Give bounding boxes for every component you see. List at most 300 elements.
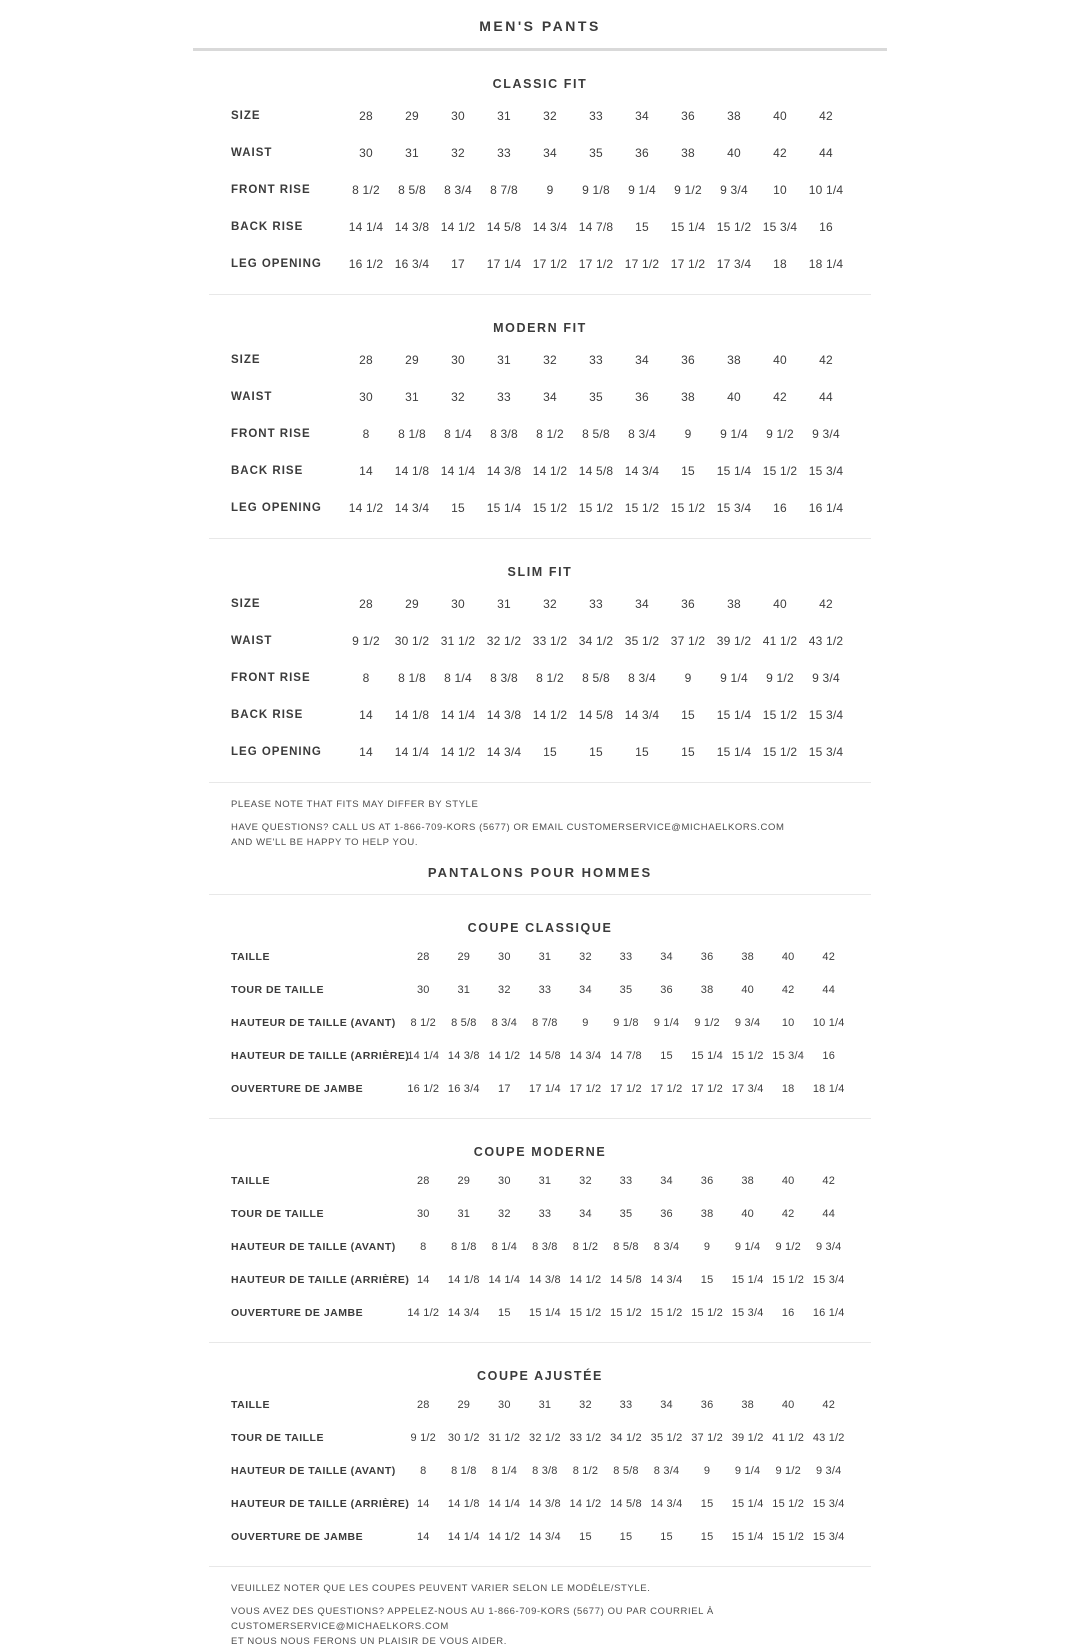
section-divider [209,1566,871,1567]
measurement-value: 39 1/2 [731,1432,764,1445]
section-classic-fit [193,51,887,295]
measurement-value: 37 1/2 [691,1432,723,1445]
measurement-value: 8 [420,1465,427,1478]
row-label: TAILLE [231,1399,270,1412]
measurement-value: 14 3/4 [447,1307,480,1320]
measurement-value: 15 1/2 [731,1050,764,1063]
measurement-value: 34 [579,1208,592,1221]
measurement-value: 8 1/4 [444,426,472,441]
measurement-value: 9 3/4 [815,1465,842,1478]
table-row [231,1521,849,1554]
measurement-value: 40 [781,1175,795,1188]
measurement-value: 14 1/8 [447,1498,480,1511]
measurement-value: 40 [741,984,754,997]
measurement-value: 42 [819,352,833,367]
measurement-value: 9 1/4 [734,1465,761,1478]
measurement-value: 15 1/2 [532,500,568,515]
table-row [231,134,849,171]
fit-disclaimer: PLEASE NOTE THAT FITS MAY DIFFER BY STYLE [231,799,479,810]
measurement-value: 8 5/8 [582,426,610,441]
measurement-value: 28 [416,951,430,964]
contact-note-line-2: AND WE'LL BE HAPPY TO HELP YOU. [231,837,419,849]
measurement-value: 9 [684,426,692,441]
measurement-value: 29 [405,352,419,367]
section-title: SLIM FIT [507,565,573,579]
measurement-value: 15 1/2 [578,500,614,515]
measurement-value: 34 [579,984,592,997]
table-row [231,941,849,974]
measurement-value: 40 [727,145,741,160]
row-label: BACK RISE [231,708,304,721]
measurement-value: 15 1/4 [716,463,752,478]
measurement-value: 15 [579,1531,592,1544]
measurement-value: 15 1/4 [670,219,706,234]
measurement-value: 14 1/2 [488,1050,521,1063]
measurement-value: 9 1/2 [775,1465,801,1478]
measurement-value: 40 [773,352,787,367]
row-label: TOUR DE TAILLE [231,984,324,997]
measurement-value: 34 1/2 [610,1432,642,1445]
row-label: BACK RISE [231,464,304,477]
measurement-value: 15 1/2 [670,500,706,515]
measurement-value: 8 1/2 [352,182,380,197]
measurement-value: 42 [781,984,795,997]
row-label: HAUTEUR DE TAILLE (ARRIÈRE) [231,1050,410,1063]
measurement-value: 9 1/8 [613,1017,639,1030]
measurement-value: 8 5/8 [613,1241,639,1254]
measurement-value: 31 [405,145,419,160]
measurement-value: 28 [416,1175,430,1188]
measurement-value: 15 1/4 [529,1307,561,1320]
measurement-value: 15 [619,1531,633,1544]
measurement-value: 9 1/2 [674,182,702,197]
measurement-value: 17 1/2 [569,1083,602,1096]
measurement-value: 15 1/2 [762,707,798,722]
measurement-value: 17 [451,256,465,271]
measurement-value: 14 3/4 [394,500,430,515]
measurement-value: 14 1/4 [488,1498,521,1511]
measurement-value: 34 [543,145,557,160]
row-label: HAUTEUR DE TAILLE (AVANT) [231,1241,396,1254]
table-row [231,622,849,659]
modern-fit-table [231,341,849,526]
measurement-value: 15 3/4 [812,1531,845,1544]
table-row [231,171,849,208]
measurement-value: 8 5/8 [613,1465,639,1478]
measurement-value: 38 [681,145,695,160]
measurement-value: 29 [405,596,419,611]
measurement-value: 14 5/8 [486,219,522,234]
table-row [231,1488,849,1521]
measurement-value: 17 3/4 [731,1083,764,1096]
measurement-value: 18 [773,256,787,271]
fit-disclaimer-fr: VEUILLEZ NOTER QUE LES COUPES PEUVENT VARIER SELON LE MODÈLE/STYLE. [231,1582,651,1594]
table-row [231,1422,849,1455]
measurement-value: 8 3/4 [653,1241,680,1254]
measurement-value: 35 [589,389,603,404]
measurement-value: 35 [589,145,603,160]
measurement-value: 16 3/4 [447,1083,480,1096]
measurement-value: 8 7/8 [532,1017,558,1030]
measurement-value: 40 [781,951,795,964]
measurement-value: 8 5/8 [582,670,610,685]
row-label: SIZE [231,353,261,366]
measurement-value: 8 5/8 [398,182,426,197]
measurement-value: 36 [635,145,649,160]
measurement-value: 42 [781,1208,795,1221]
measurement-value: 31 [405,389,419,404]
row-label: HAUTEUR DE TAILLE (ARRIÈRE) [231,1498,410,1511]
measurement-value: 40 [773,596,787,611]
measurement-value: 15 1/2 [610,1307,642,1320]
measurement-value: 8 3/4 [628,670,656,685]
measurement-value: 42 [822,951,836,964]
table-row [231,97,849,134]
measurement-value: 33 1/2 [569,1432,602,1445]
measurement-value: 14 7/8 [610,1050,642,1063]
measurement-value: 42 [819,108,833,123]
measurement-value: 34 1/2 [578,633,614,648]
measurement-value: 9 1/2 [766,426,794,441]
measurement-value: 15 1/4 [731,1274,764,1287]
measurement-value: 14 1/4 [488,1274,521,1287]
measurement-value: 43 1/2 [808,633,844,648]
measurement-value: 9 1/2 [410,1432,436,1445]
measurement-value: 16 [781,1307,795,1320]
measurement-value: 29 [405,108,419,123]
measurement-value: 31 [538,1175,552,1188]
measurement-value: 31 1/2 [440,633,476,648]
table-row [231,1198,849,1231]
measurement-value: 8 1/4 [491,1465,518,1478]
measurement-value: 8 3/8 [490,426,518,441]
table-row [231,974,849,1007]
measurement-value: 14 1/2 [569,1498,602,1511]
table-row [231,1231,849,1264]
measurement-value: 31 [497,352,511,367]
measurement-value: 14 1/4 [394,744,430,759]
measurement-value: 9 1/4 [720,670,748,685]
measurement-value: 14 3/4 [486,744,522,759]
measurement-value: 15 1/2 [569,1307,602,1320]
measurement-value: 31 [457,1208,471,1221]
measurement-value: 9 [703,1465,711,1478]
measurement-value: 36 [700,951,714,964]
measurement-value: 15 1/2 [772,1531,805,1544]
measurement-value: 14 1/4 [440,463,476,478]
measurement-value: 14 5/8 [610,1274,642,1287]
measurement-value: 14 1/8 [394,463,430,478]
measurement-value: 14 3/4 [529,1531,561,1544]
row-label: WAIST [231,390,273,403]
measurement-value: 9 [546,182,554,197]
measurement-value: 40 [741,1208,754,1221]
measurement-value: 18 [781,1083,795,1096]
measurement-value: 10 1/4 [812,1017,845,1030]
row-label: TOUR DE TAILLE [231,1208,324,1221]
measurement-value: 32 [579,1399,592,1412]
measurement-value: 14 [359,707,373,722]
measurement-value: 30 [498,1399,511,1412]
section-title: COUPE CLASSIQUE [467,920,613,935]
coupe-classique-table [231,941,849,1106]
row-label: TAILLE [231,1175,270,1188]
measurement-value: 32 [451,145,465,160]
measurement-value: 8 1/8 [398,426,426,441]
measurement-value: 36 [681,352,695,367]
table-row [231,1165,849,1198]
section-divider [209,782,871,783]
measurement-value: 44 [819,145,833,160]
measurement-value: 32 [543,108,557,123]
measurement-value: 8 1/8 [398,670,426,685]
measurement-value: 34 [635,108,649,123]
table-row [231,585,849,622]
table-row [231,1455,849,1488]
measurement-value: 28 [359,352,373,367]
measurement-value: 33 [589,352,603,367]
measurement-value: 15 1/2 [624,500,660,515]
measurement-value: 14 5/8 [610,1498,642,1511]
measurement-value: 36 [660,1208,673,1221]
measurement-value: 30 [451,108,465,123]
measurement-value: 8 7/8 [490,182,518,197]
measurement-value: 14 [359,744,373,759]
measurement-value: 9 3/4 [812,426,840,441]
measurement-value: 34 [635,352,649,367]
measurement-value: 9 3/4 [720,182,748,197]
row-label: OUVERTURE DE JAMBE [231,1307,364,1320]
measurement-value: 10 1/4 [808,182,844,197]
measurement-value: 15 1/2 [691,1307,723,1320]
measurement-value: 33 [538,984,552,997]
measurement-value: 40 [773,108,787,123]
measurement-value: 42 [822,1399,836,1412]
slim-fit-table [231,585,849,770]
measurement-value: 38 [741,951,754,964]
measurement-value: 32 [543,352,557,367]
measurement-value: 15 [498,1307,511,1320]
measurement-value: 14 1/2 [532,463,568,478]
measurement-value: 33 [619,1175,633,1188]
measurement-value: 39 1/2 [716,633,752,648]
row-label: WAIST [231,634,273,647]
measurement-value: 30 [416,1208,430,1221]
measurement-value: 14 [416,1531,430,1544]
measurement-value: 16 1/2 [348,256,384,271]
measurement-value: 9 3/4 [734,1017,761,1030]
measurement-value: 15 3/4 [772,1050,805,1063]
measurement-value: 14 1/2 [348,500,384,515]
measurement-value: 9 1/2 [694,1017,720,1030]
measurement-value: 29 [457,951,471,964]
measurement-value: 15 1/2 [650,1307,683,1320]
measurement-value: 36 [700,1175,714,1188]
measurement-value: 8 1/8 [451,1241,477,1254]
measurement-value: 35 1/2 [650,1432,683,1445]
table-row [231,1040,849,1073]
measurement-value: 14 3/4 [569,1050,602,1063]
measurement-value: 44 [819,389,833,404]
measurement-value: 14 3/4 [650,1274,683,1287]
measurement-value: 8 [362,426,370,441]
measurement-value: 17 1/2 [670,256,706,271]
measurement-value: 15 1/2 [772,1274,805,1287]
table-row [231,659,849,696]
section-slim-fit [193,539,887,783]
measurement-value: 15 1/4 [716,707,752,722]
measurement-value: 36 [635,389,649,404]
measurement-value: 30 [359,389,373,404]
table-row [231,415,849,452]
row-label: HAUTEUR DE TAILLE (AVANT) [231,1465,396,1478]
row-label: TOUR DE TAILLE [231,1432,324,1445]
row-label: BACK RISE [231,220,304,233]
measurement-value: 30 [359,145,373,160]
measurement-value: 15 [660,1050,673,1063]
measurement-value: 33 [538,1208,552,1221]
measurement-value: 16 1/4 [812,1307,845,1320]
section-title: COUPE AJUSTÉE [477,1368,603,1383]
measurement-value: 34 [660,1175,673,1188]
measurement-value: 17 1/4 [486,256,522,271]
measurement-value: 9 1/8 [582,182,610,197]
measurement-value: 14 1/2 [488,1531,521,1544]
measurement-value: 15 [681,463,695,478]
measurement-value: 15 3/4 [808,707,844,722]
measurement-value: 30 [451,596,465,611]
measurement-value: 15 [681,744,695,759]
row-label: LEG OPENING [231,257,322,270]
measurement-value: 30 [498,951,511,964]
measurement-value: 8 1/2 [572,1241,599,1254]
measurement-value: 15 1/2 [762,463,798,478]
measurement-value: 42 [773,145,787,160]
row-label: HAUTEUR DE TAILLE (ARRIÈRE) [231,1274,410,1287]
measurement-value: 17 1/2 [691,1083,723,1096]
measurement-value: 36 [681,108,695,123]
measurement-value: 8 3/8 [532,1241,558,1254]
measurement-value: 14 1/2 [532,707,568,722]
measurement-value: 32 [451,389,465,404]
measurement-value: 44 [822,984,836,997]
section-title: MODERN FIT [493,321,587,335]
table-row [231,208,849,245]
measurement-value: 38 [727,352,741,367]
measurement-value: 14 1/4 [407,1050,440,1063]
measurement-value: 17 1/4 [529,1083,561,1096]
measurement-value: 9 3/4 [815,1241,842,1254]
measurement-value: 15 3/4 [731,1307,764,1320]
contact-note-fr-line-2: ET NOUS NOUS FERONS UN PLAISIR DE VOUS AIDER. [231,1636,507,1648]
measurement-value: 9 [582,1017,589,1030]
measurement-value: 14 1/8 [394,707,430,722]
measurement-value: 14 5/8 [578,707,614,722]
measurement-value: 35 [619,1208,633,1221]
measurement-value: 37 1/2 [670,633,706,648]
table-row [231,1297,849,1330]
measurement-value: 14 5/8 [578,463,614,478]
measurement-value: 8 3/4 [653,1465,680,1478]
measurement-value: 33 [589,108,603,123]
measurement-value: 31 1/2 [488,1432,521,1445]
table-row [231,1389,849,1422]
measurement-value: 38 [681,389,695,404]
measurement-value: 9 1/2 [352,633,380,648]
measurement-value: 8 1/2 [536,670,564,685]
measurement-value: 15 [700,1498,714,1511]
table-row [231,378,849,415]
measurement-value: 42 [773,389,787,404]
measurement-value: 28 [416,1399,430,1412]
measurement-value: 17 1/2 [532,256,568,271]
measurement-value: 28 [359,108,373,123]
measurement-value: 10 [781,1017,795,1030]
size-guide-page [193,0,887,1649]
measurement-value: 16 3/4 [394,256,430,271]
measurement-value: 9 1/2 [775,1241,801,1254]
measurement-value: 9 1/4 [628,182,656,197]
row-label: TAILLE [231,951,270,964]
section-coupe-classique [193,895,887,1119]
table-row [231,733,849,770]
measurement-value: 15 [700,1531,714,1544]
measurement-value: 15 1/4 [486,500,522,515]
section-coupe-ajustee [193,1343,887,1567]
measurement-value: 14 1/2 [440,744,476,759]
measurement-value: 17 1/2 [610,1083,642,1096]
measurement-value: 41 1/2 [772,1432,805,1445]
measurement-value: 15 [700,1274,714,1287]
measurement-value: 8 1/2 [572,1465,599,1478]
table-row [231,1264,849,1297]
measurement-value: 33 [589,596,603,611]
measurement-value: 38 [741,1399,754,1412]
measurement-value: 17 [498,1083,511,1096]
measurement-value: 15 1/2 [716,219,752,234]
table-row [231,245,849,282]
measurement-value: 44 [822,1208,836,1221]
measurement-value: 15 [451,500,465,515]
measurement-value: 8 3/4 [444,182,472,197]
measurement-value: 14 1/2 [407,1307,440,1320]
measurement-value: 15 [543,744,557,759]
measurement-value: 35 [619,984,633,997]
measurement-value: 9 1/2 [766,670,794,685]
page-title: MEN'S PANTS [479,18,601,34]
measurement-value: 36 [700,1399,714,1412]
measurement-value: 31 [538,951,552,964]
measurement-value: 14 3/8 [394,219,430,234]
measurement-value: 40 [727,389,741,404]
measurement-value: 15 3/4 [812,1274,845,1287]
measurement-value: 29 [457,1175,471,1188]
table-row [231,696,849,733]
measurement-value: 35 1/2 [624,633,660,648]
measurement-value: 9 [684,670,692,685]
measurement-value: 31 [457,984,471,997]
measurement-value: 32 1/2 [529,1432,561,1445]
measurement-value: 43 1/2 [812,1432,845,1445]
measurement-value: 14 1/4 [440,707,476,722]
measurement-value: 34 [635,596,649,611]
measurement-value: 8 1/8 [451,1465,477,1478]
section-modern-fit [193,295,887,539]
measurement-value: 14 1/4 [348,219,384,234]
measurement-value: 31 [497,108,511,123]
measurement-value: 15 [660,1531,673,1544]
row-label: FRONT RISE [231,671,311,684]
